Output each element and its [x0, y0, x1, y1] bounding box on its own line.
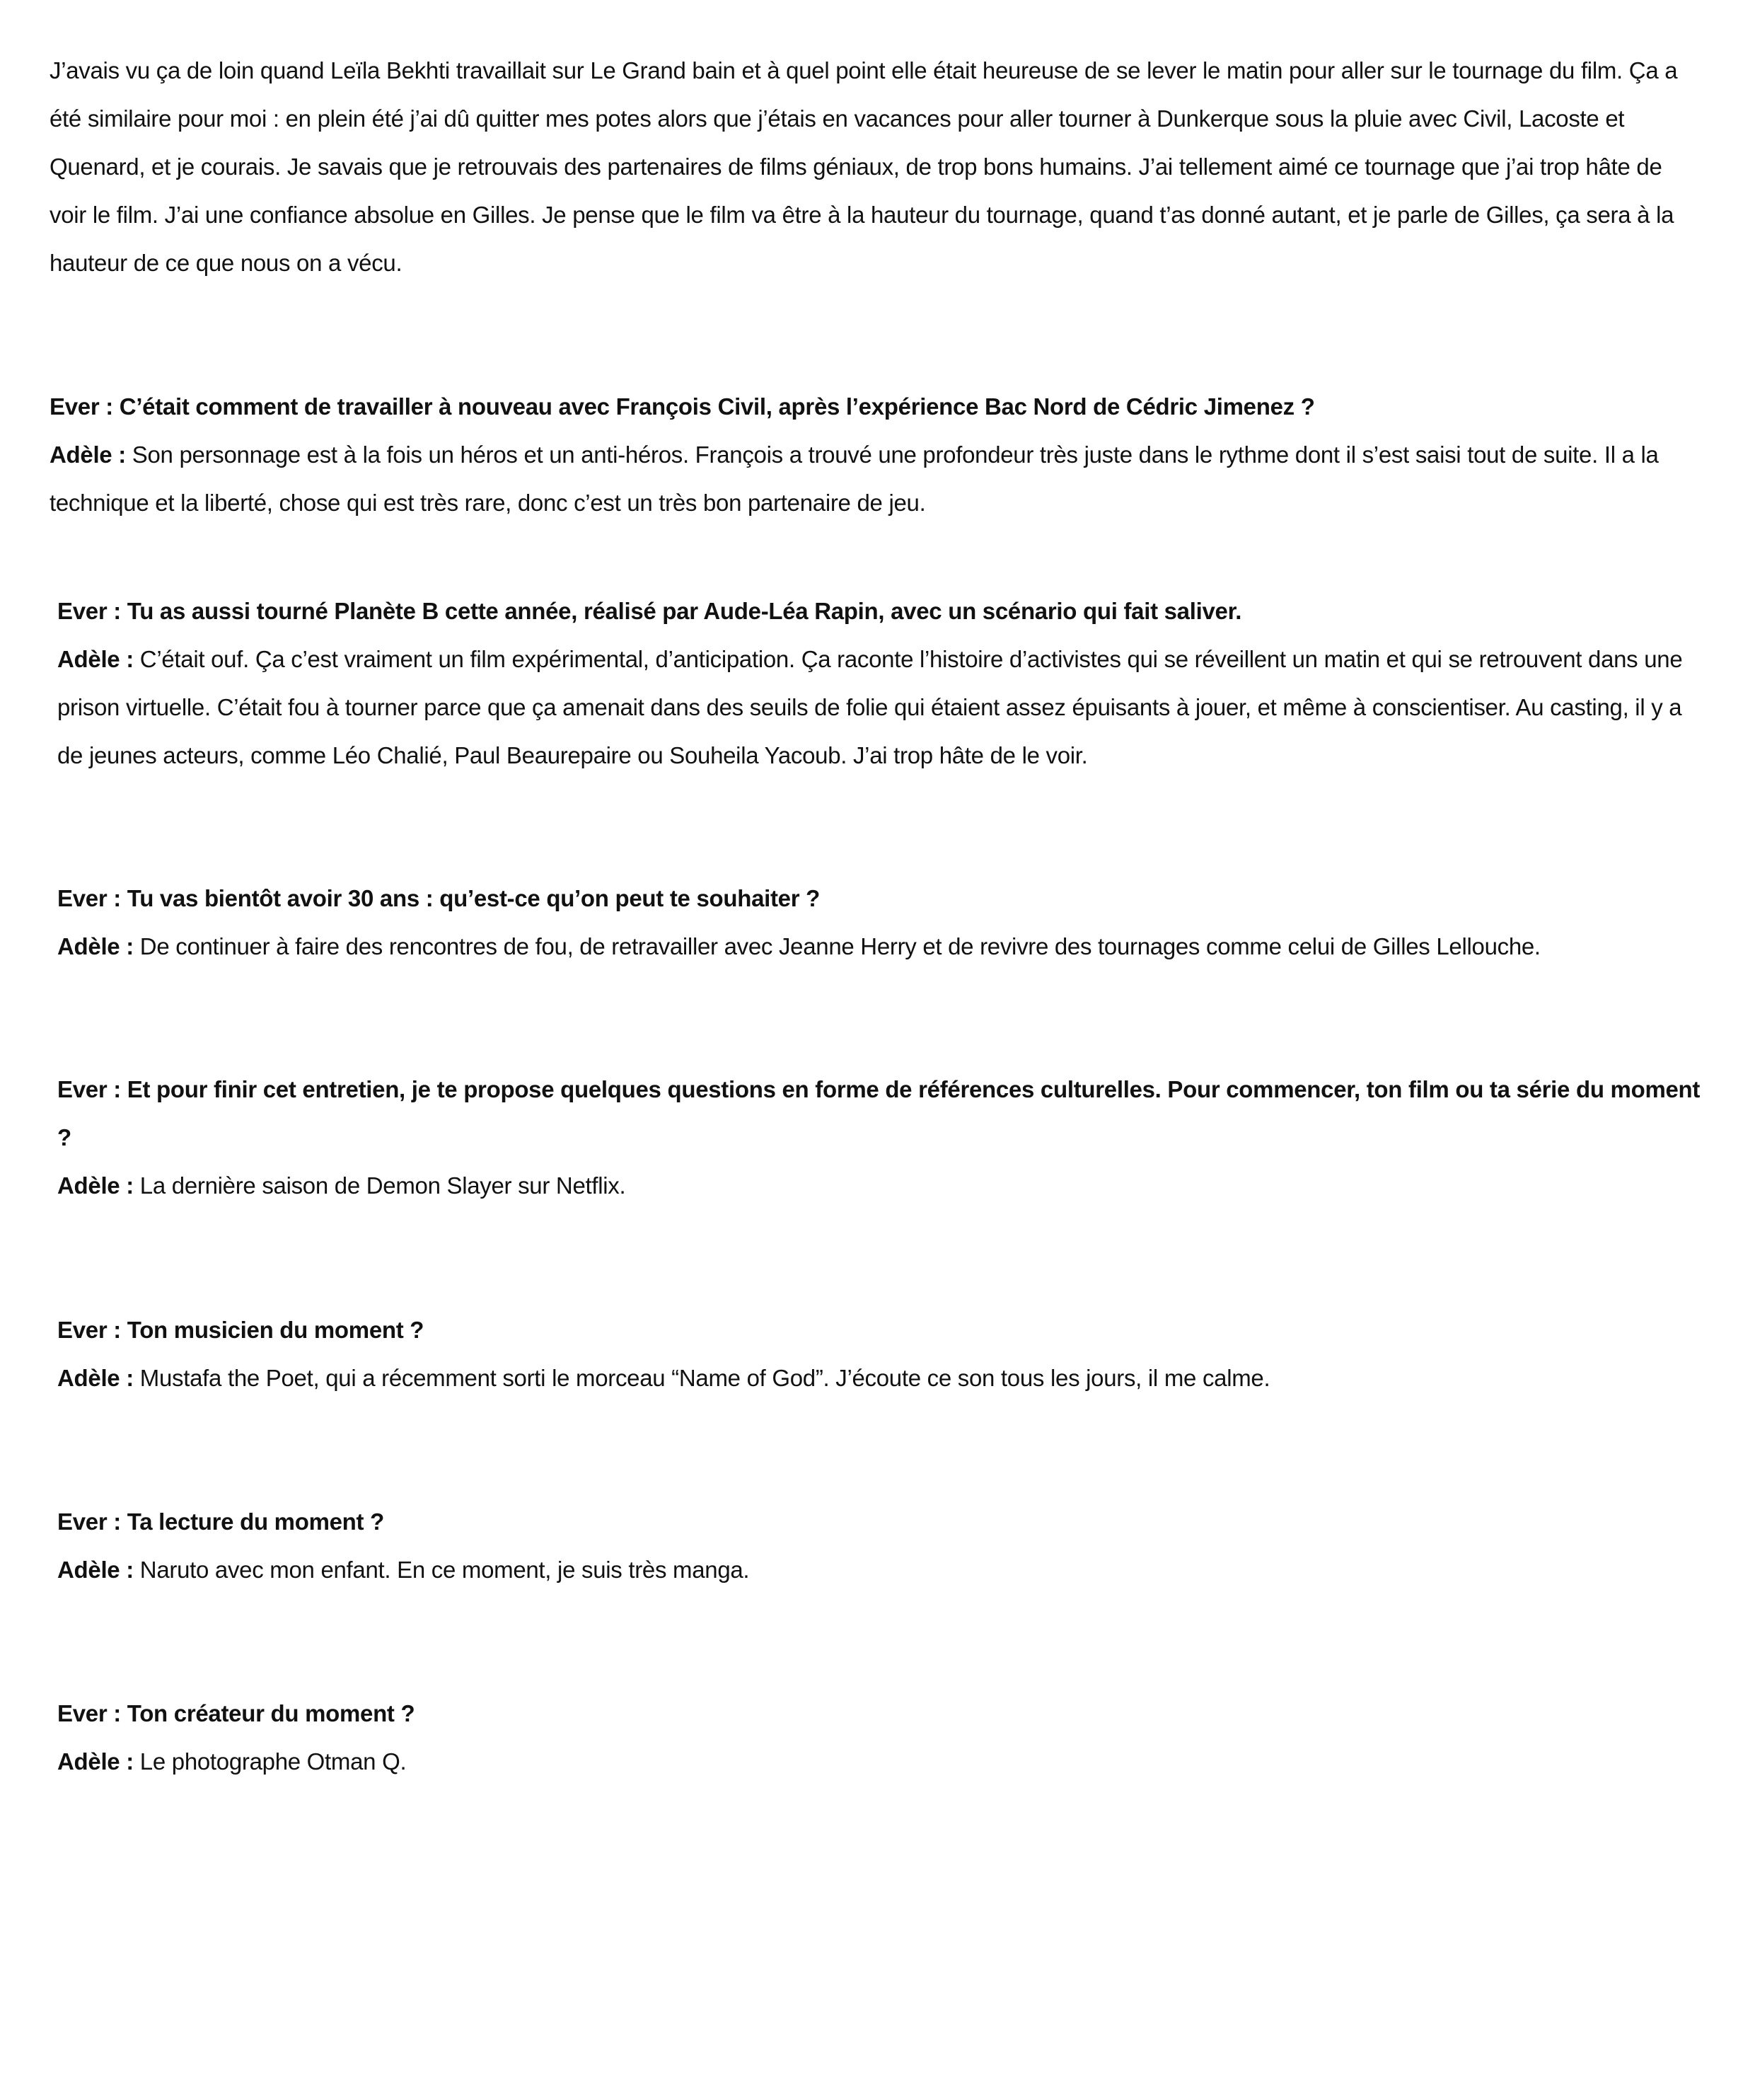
answer-paragraph: [57, 1546, 1713, 1594]
question-text: Ever : Tu as aussi tourné Planète B cette année, réalisé par Aude-Léa Rapin, avec un scénario qui fait saliver.: [57, 598, 1242, 624]
qa-block: [57, 1066, 1713, 1210]
answer-paragraph: [57, 1162, 1713, 1210]
qa-block: [57, 587, 1713, 780]
question-text: Ever : Ta lecture du moment ?: [57, 1508, 384, 1535]
answer-paragraph: [57, 635, 1713, 780]
speaker-label: Adèle :: [50, 442, 126, 468]
question-text: Ever : Tu vas bientôt avoir 30 ans : qu’est-ce qu’on peut te souhaiter ?: [57, 885, 821, 911]
qa-block: [57, 1690, 1713, 1786]
speaker-label: Adèle :: [57, 1748, 134, 1775]
answer-paragraph: [57, 923, 1713, 971]
answer-text: C’était ouf. Ça c’est vraiment un film expérimental, d’anticipation. Ça raconte l’histoire d’activistes qui se réveillent un matin et qui se retrouvent dans une prison virtuelle. C’était fou à tourner parce que ça amenait dans des seuils de folie qui étaient assez épuisants à jouer, et même à conscientiser. Au casting, il y a de jeunes acteurs, comme Léo Chalié, Paul Beaurepaire ou Souheila Yacoub. J’ai trop hâte de le voir.: [57, 646, 1683, 768]
speaker-label: Adèle :: [57, 933, 134, 959]
qa-block: [57, 1306, 1713, 1402]
speaker-label: Adèle :: [57, 1557, 134, 1583]
question-text: Ever : Ton créateur du moment ?: [57, 1700, 415, 1726]
speaker-label: Adèle :: [57, 646, 134, 672]
question-text: Ever : Ton musicien du moment ?: [57, 1317, 424, 1343]
answer-text: Le photographe Otman Q.: [139, 1748, 407, 1775]
answer-text: Naruto avec mon enfant. En ce moment, je suis très manga.: [139, 1557, 750, 1583]
answer-text: Mustafa the Poet, qui a récemment sorti le morceau “Name of God”. J’écoute ce son tous les jours, il me calme.: [139, 1365, 1270, 1391]
qa-block: [57, 1498, 1713, 1594]
answer-paragraph: [57, 1738, 1713, 1786]
question-text: Ever : C’était comment de travailler à nouveau avec François Civil, après l’expérience Bac Nord de Cédric Jimenez ?: [50, 393, 1315, 420]
intro-text: J’avais vu ça de loin quand Leïla Bekhti travaillait sur Le Grand bain et à quel point elle était heureuse de se lever le matin pour aller sur le tournage du film. Ça a été similaire pour moi : en plein été j’ai dû quitter mes potes alors que j’étais en vacances pour aller tourner à Dunkerque sous la pluie avec Civil, Lacoste et Quenard, et je courais. Je savais que je retrouvais des partenaires de films géniaux, de trop bons humains. J’ai tellement aimé ce tournage que j’ai trop hâte de voir le film. J’ai une confiance absolue en Gilles. Je pense que le film va être à la hauteur du tournage, quand t’as donné autant, et je parle de Gilles, ça sera à la hauteur de ce que nous on a vécu.: [50, 57, 1678, 276]
qa-block: [57, 875, 1713, 971]
qa-block: [50, 383, 1705, 527]
answer-text: La dernière saison de Demon Slayer sur Netflix.: [139, 1172, 626, 1199]
answer-text: Son personnage est à la fois un héros et un anti-héros. François a trouvé une profondeur très juste dans le rythme dont il s’est saisi tout de suite. Il a la technique et la liberté, chose qui est très rare, donc c’est un très bon partenaire de jeu.: [50, 442, 1659, 516]
question-text: Ever : Et pour finir cet entretien, je te propose quelques questions en forme de références culturelles. Pour commencer, ton film ou ta série du moment ?: [57, 1076, 1701, 1150]
answer-paragraph: [50, 431, 1705, 527]
intro-paragraph: [50, 47, 1705, 287]
answer-paragraph: [57, 1354, 1713, 1402]
speaker-label: Adèle :: [57, 1172, 134, 1199]
speaker-label: Adèle :: [57, 1365, 134, 1391]
answer-text: De continuer à faire des rencontres de fou, de retravailler avec Jeanne Herry et de revivre des tournages comme celui de Gilles Lellouche.: [139, 933, 1541, 959]
